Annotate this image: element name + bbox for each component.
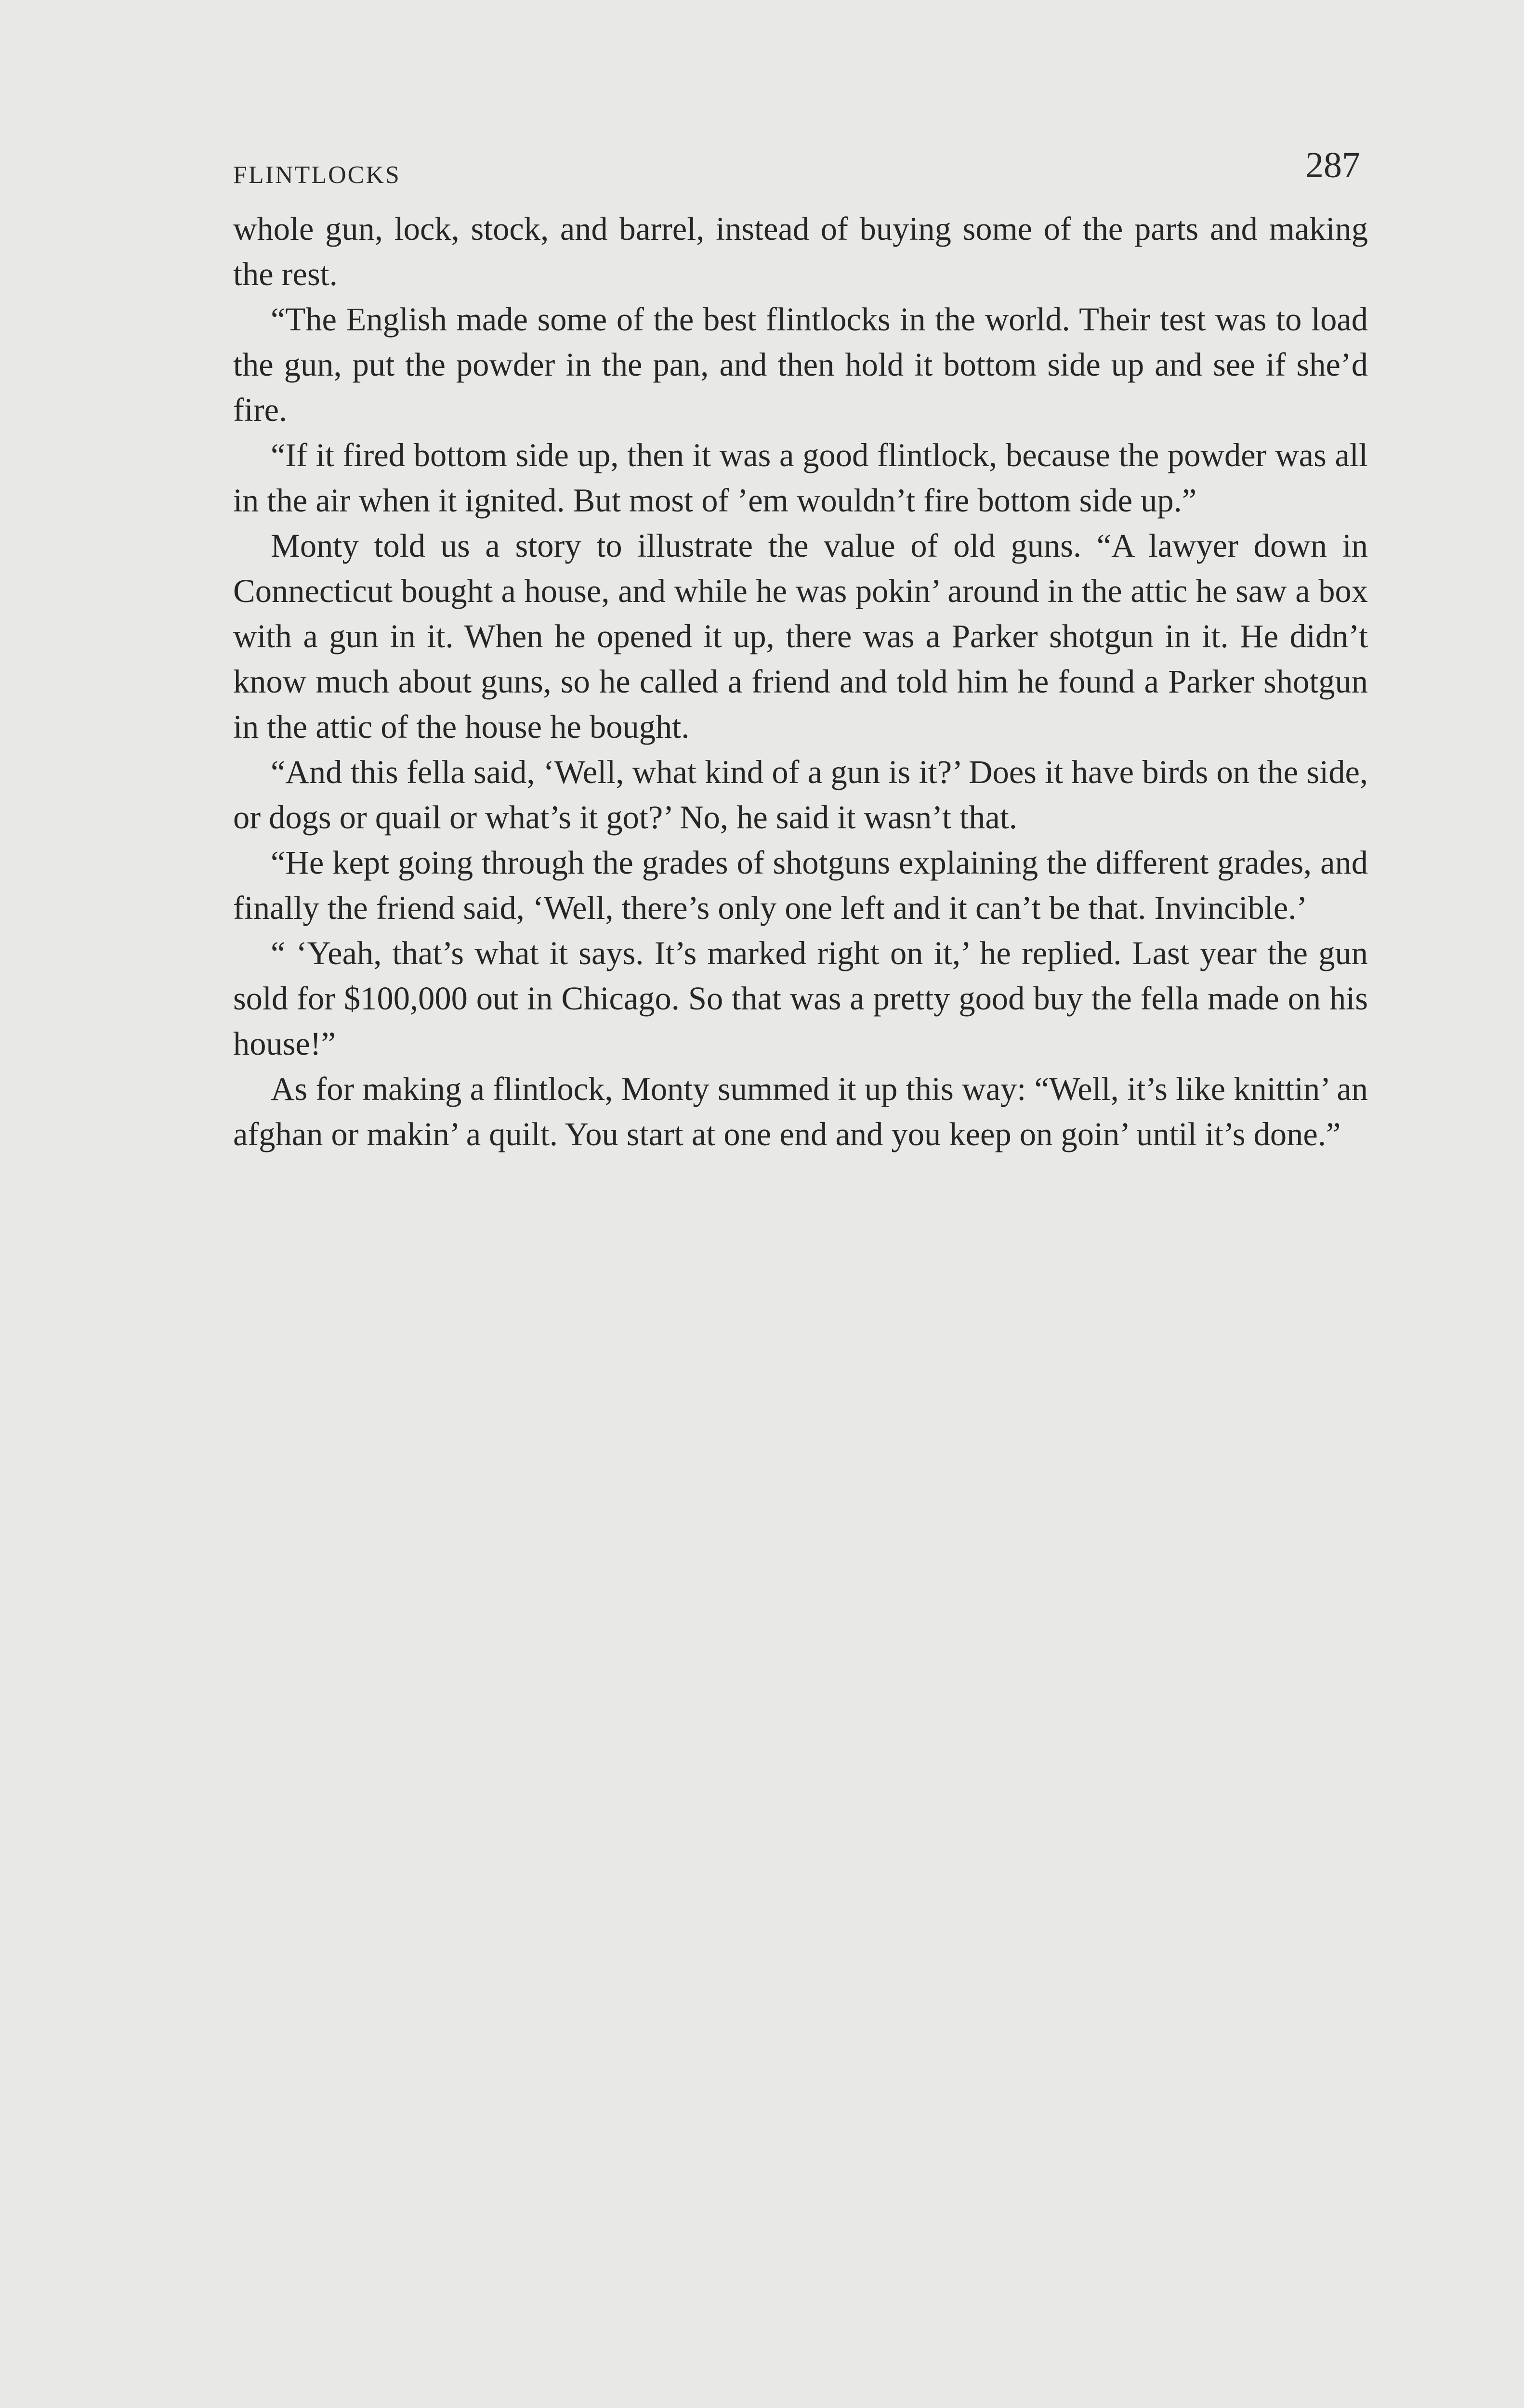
paragraph: As for making a flintlock, Monty summed it up this way: “Well, it’s like knittin’ an afghan or makin’ a quilt. You start at one end and you keep on goin’ until it’s done.” (233, 1071, 1368, 1152)
paragraph: “If it fired bottom side up, then it was a good flintlock, because the powder was all in the air when it ignited. But most of ’em wouldn’t fire bottom side up.” (233, 437, 1368, 519)
paragraph: Monty told us a story to illustrate the value of old guns. “A lawyer down in Connecticut bought a house, and while he was pokin’ around in the attic he saw a box with a gun in it. When he opened it up, there was a Parker shotgun in it. He didn’t know much about guns, so he called a friend and told him he found a Parker shotgun in the attic of the house he bought. (233, 527, 1368, 745)
body-text (233, 206, 1368, 1157)
paragraph: “He kept going through the grades of shotguns explaining the different grades, and finally the friend said, ‘Well, there’s only one left and it can’t be that. Invincible.’ (233, 844, 1368, 926)
running-head (233, 144, 1360, 197)
section-title: FLINTLOCKS (233, 161, 401, 189)
paragraph: “ ‘Yeah, that’s what it says. It’s marked right on it,’ he replied. Last year the gun sold for $100,000 out in Chicago. So that was a pretty good buy the fella made on his house!” (233, 935, 1368, 1062)
paragraph: “And this fella said, ‘Well, what kind of a gun is it?’ Does it have birds on the side, or dogs or quail or what’s it got?’ No, he said it wasn’t that. (233, 754, 1368, 836)
paragraph-continued: whole gun, lock, stock, and barrel, instead of buying some of the parts and making the rest. (233, 210, 1368, 292)
paragraph: “The English made some of the best flintlocks in the world. Their test was to load the gun, put the powder in the pan, and then hold it bottom side up and see if she’d fire. (233, 301, 1368, 428)
page-number: 287 (1305, 145, 1360, 185)
